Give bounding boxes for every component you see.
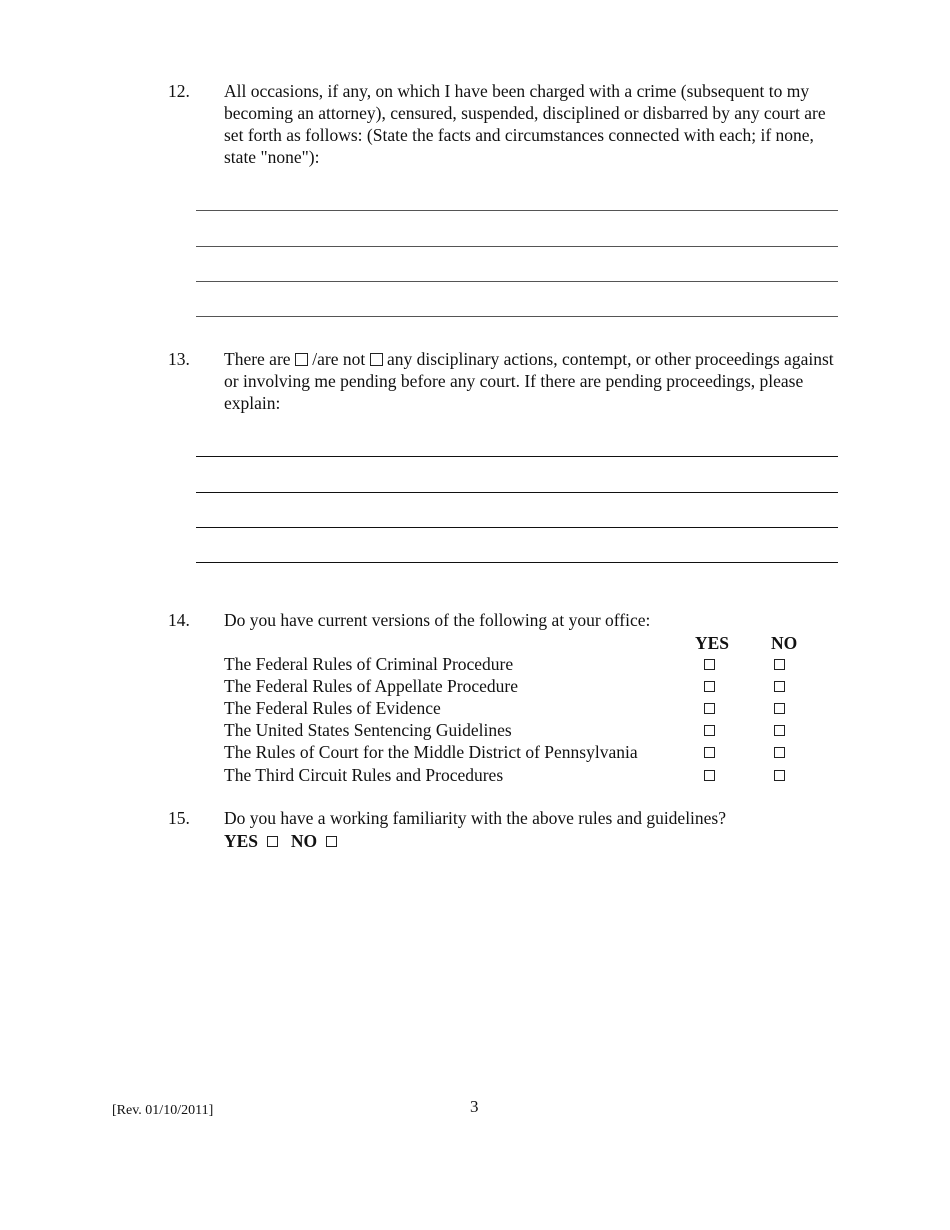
q14-item-row bbox=[224, 653, 824, 675]
q13-number: 13. bbox=[168, 349, 190, 369]
q14-item-no-checkbox[interactable] bbox=[774, 747, 785, 758]
q14-item-yes-checkbox[interactable] bbox=[704, 703, 715, 714]
q15-yes-checkbox[interactable] bbox=[267, 836, 278, 847]
q15-no-label: NO bbox=[290, 831, 318, 851]
q12-answer-line[interactable] bbox=[196, 316, 838, 317]
q13-answer-line[interactable] bbox=[196, 562, 838, 563]
q14-item-yes-checkbox[interactable] bbox=[704, 725, 715, 736]
q13-are-not-label: /are not bbox=[312, 349, 366, 369]
q14-item-yes-checkbox[interactable] bbox=[704, 659, 715, 670]
q14-item-no-checkbox[interactable] bbox=[774, 703, 785, 714]
q14-text: Do you have current versions of the following at your office: bbox=[224, 610, 651, 630]
q14-item-label: The Federal Rules of Appellate Procedure bbox=[224, 676, 518, 696]
q15-number: 15. bbox=[168, 808, 190, 828]
q12-answer-line[interactable] bbox=[196, 210, 838, 211]
q14-item-label: The Federal Rules of Evidence bbox=[224, 698, 441, 718]
q13-are-label: There are bbox=[224, 349, 291, 369]
q12-text: All occasions, if any, on which I have been charged with a crime (subsequent to my becoming an attorney), censured, suspended, disciplined or disbarred by any court are set forth as follows: (State the facts and circumstances connected with each; if none, state "none"): bbox=[224, 81, 826, 167]
q14-item-yes-checkbox[interactable] bbox=[704, 747, 715, 758]
page-number: 3 bbox=[470, 1097, 479, 1116]
q14-number: 14. bbox=[168, 610, 190, 630]
q12-answer-line[interactable] bbox=[196, 246, 838, 247]
q14-item-label: The Rules of Court for the Middle District of Pennsylvania bbox=[224, 742, 638, 762]
q12-answer-line[interactable] bbox=[196, 281, 838, 282]
q14-item-row bbox=[224, 764, 824, 786]
q12-number: 12. bbox=[168, 81, 190, 101]
q15-text: Do you have a working familiarity with the above rules and guidelines? bbox=[224, 808, 727, 828]
q14-item-no-checkbox[interactable] bbox=[774, 770, 785, 781]
q14-item-yes-checkbox[interactable] bbox=[704, 681, 715, 692]
q14-no-header: NO bbox=[771, 633, 798, 653]
q14-item-row bbox=[224, 675, 824, 697]
q13-answer-line[interactable] bbox=[196, 492, 838, 493]
q14-item-label: The United States Sentencing Guidelines bbox=[224, 720, 512, 740]
q14-item-label: The Federal Rules of Criminal Procedure bbox=[224, 654, 514, 674]
q13-text bbox=[224, 348, 839, 414]
q15-answer bbox=[224, 830, 834, 852]
revision-date: [Rev. 01/10/2011] bbox=[112, 1103, 214, 1118]
q13-remainder: any disciplinary actions, contempt, or other proceedings against or involving me pending before any court. If there are pending proceedings, please explain: bbox=[224, 349, 834, 413]
q14-item-no-checkbox[interactable] bbox=[774, 659, 785, 670]
q14-item-no-checkbox[interactable] bbox=[774, 681, 785, 692]
q14-item-yes-checkbox[interactable] bbox=[704, 770, 715, 781]
q14-item-row bbox=[224, 741, 824, 763]
q15-yes-label: YES bbox=[224, 831, 259, 851]
q13-answer-line[interactable] bbox=[196, 527, 838, 528]
q14-item-label: The Third Circuit Rules and Procedures bbox=[224, 765, 504, 785]
q13-are-checkbox[interactable] bbox=[295, 353, 308, 366]
q14-yes-header: YES bbox=[695, 633, 730, 653]
q14-item-row bbox=[224, 697, 824, 719]
q13-answer-line[interactable] bbox=[196, 456, 838, 457]
q14-item-no-checkbox[interactable] bbox=[774, 725, 785, 736]
q15-no-checkbox[interactable] bbox=[326, 836, 337, 847]
q14-item-row bbox=[224, 719, 824, 741]
q13-are-not-checkbox[interactable] bbox=[370, 353, 383, 366]
